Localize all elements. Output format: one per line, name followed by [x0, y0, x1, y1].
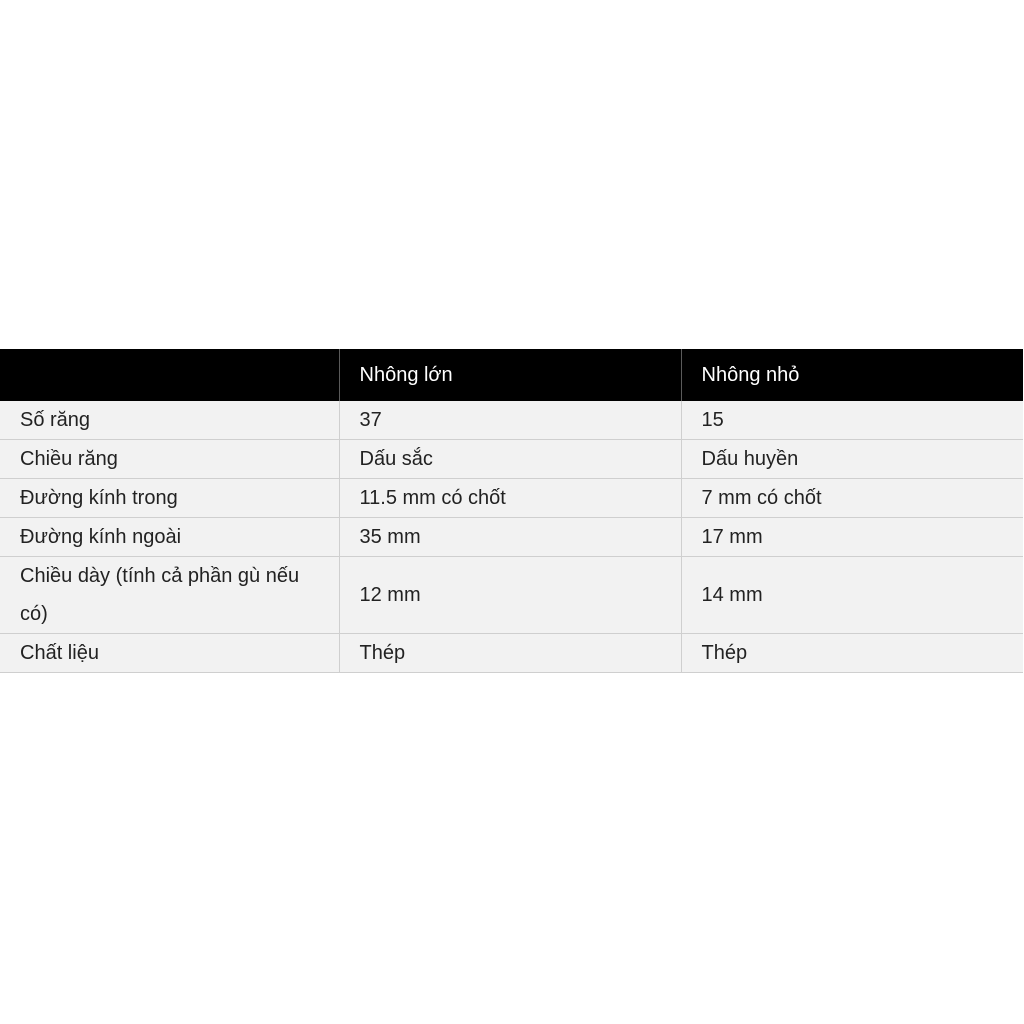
large-sprocket-value: 12 mm [339, 557, 681, 634]
table-row [0, 634, 1023, 673]
spec-table [0, 349, 1023, 673]
small-sprocket-value: 14 mm [681, 557, 1023, 634]
table-row [0, 401, 1023, 440]
small-sprocket-value: 7 mm có chốt [681, 479, 1023, 518]
header-cell-large-sprocket: Nhông lớn [339, 349, 681, 401]
small-sprocket-value: Dấu huyền [681, 440, 1023, 479]
small-sprocket-value: Thép [681, 634, 1023, 673]
small-sprocket-value: 17 mm [681, 518, 1023, 557]
large-sprocket-value: 37 [339, 401, 681, 440]
row-label: Đường kính ngoài [0, 518, 339, 557]
row-label: Chiều răng [0, 440, 339, 479]
header-cell-small-sprocket: Nhông nhỏ [681, 349, 1023, 401]
row-label: Đường kính trong [0, 479, 339, 518]
header-cell-label [0, 349, 339, 401]
large-sprocket-value: Dấu sắc [339, 440, 681, 479]
row-label: Số răng [0, 401, 339, 440]
table-row [0, 557, 1023, 634]
row-label: Chất liệu [0, 634, 339, 673]
table-row [0, 479, 1023, 518]
large-sprocket-value: 35 mm [339, 518, 681, 557]
small-sprocket-value: 15 [681, 401, 1023, 440]
table-row [0, 518, 1023, 557]
large-sprocket-value: 11.5 mm có chốt [339, 479, 681, 518]
table-header-row [0, 349, 1023, 401]
table-row [0, 440, 1023, 479]
large-sprocket-value: Thép [339, 634, 681, 673]
row-label: Chiều dày (tính cả phần gù nếu có) [0, 557, 339, 634]
